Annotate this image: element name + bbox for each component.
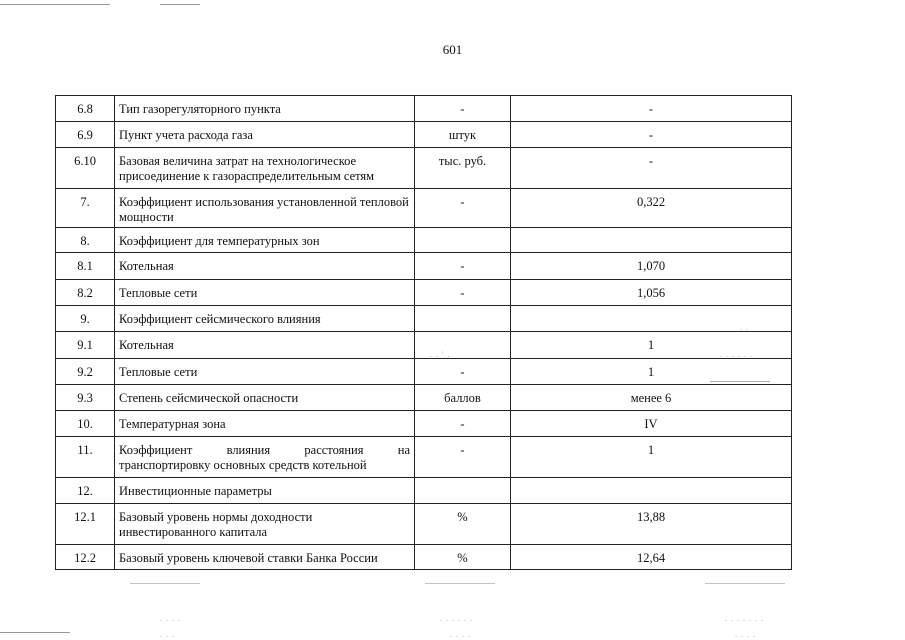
- parameter-name-cell: Температурная зона: [115, 411, 415, 437]
- unit-cell: -: [415, 280, 511, 306]
- scan-artifact: [130, 583, 200, 584]
- value-cell: 13,88: [511, 504, 792, 545]
- unit-cell: -: [415, 253, 511, 280]
- value-cell: IV: [511, 411, 792, 437]
- unit-cell: -: [415, 359, 511, 385]
- table-row: [56, 148, 792, 189]
- scan-artifact: [0, 632, 70, 633]
- table-row: [56, 437, 792, 478]
- parameter-name-cell: Коэффициент для температурных зон: [115, 228, 415, 253]
- value-cell: 1: [511, 437, 792, 478]
- value-cell: 0,322: [511, 189, 792, 228]
- table-row: [56, 504, 792, 545]
- parameter-name-cell: Степень сейсмической опасности: [115, 385, 415, 411]
- scan-artifact: [0, 4, 110, 5]
- unit-cell: -: [415, 96, 511, 122]
- row-number-cell: 6.9: [56, 122, 115, 148]
- row-number-cell: 12.2: [56, 545, 115, 570]
- parameter-name-cell: Коэффициент сейсмического влияния: [115, 306, 415, 332]
- value-cell: -: [511, 122, 792, 148]
- value-cell: 1: [511, 359, 792, 385]
- row-number-cell: 8.: [56, 228, 115, 253]
- unit-cell: %: [415, 545, 511, 570]
- scan-artifact: . . .: [160, 630, 175, 639]
- row-number-cell: 12.1: [56, 504, 115, 545]
- table-row: [56, 478, 792, 504]
- parameter-name-cell: Тип газорегуляторного пункта: [115, 96, 415, 122]
- row-number-cell: 9.3: [56, 385, 115, 411]
- scan-artifact: [425, 583, 495, 584]
- row-number-cell: 12.: [56, 478, 115, 504]
- parameter-name-cell: Тепловые сети: [115, 359, 415, 385]
- table-row: [56, 359, 792, 385]
- row-number-cell: 10.: [56, 411, 115, 437]
- scan-artifact: [705, 583, 785, 584]
- parameter-name-cell: Коэффициент использования установленной тепловой мощности: [115, 189, 415, 228]
- row-number-cell: 9.: [56, 306, 115, 332]
- parameter-name-cell: Базовый уровень нормы доходности инвестированного капитала: [115, 504, 415, 545]
- parameter-name-cell: Котельная: [115, 253, 415, 280]
- scan-artifact: . .: [740, 323, 749, 332]
- value-cell: 1: [511, 332, 792, 359]
- unit-cell: -: [415, 189, 511, 228]
- value-cell: 12,64: [511, 545, 792, 570]
- table-row: [56, 96, 792, 122]
- value-cell: [511, 306, 792, 332]
- table-row: [56, 545, 792, 570]
- unit-cell: -: [415, 411, 511, 437]
- unit-cell: [415, 228, 511, 253]
- scan-artifact: . . . . . .: [440, 614, 473, 623]
- table-row: [56, 411, 792, 437]
- parameter-name-cell: Котельная: [115, 332, 415, 359]
- scan-artifact: . . . .: [160, 614, 181, 623]
- unit-cell: [415, 332, 511, 359]
- parameter-name-cell: Базовая величина затрат на технологическое присоединение к газораспределительным сетям: [115, 148, 415, 189]
- unit-cell: [415, 306, 511, 332]
- value-cell: [511, 478, 792, 504]
- table-row: [56, 122, 792, 148]
- table-row: [56, 228, 792, 253]
- scan-artifact: [710, 381, 770, 382]
- scan-artifact: . . ' .: [430, 350, 451, 359]
- unit-cell: %: [415, 504, 511, 545]
- scan-artifact: . . . . . .: [720, 350, 753, 359]
- unit-cell: [415, 478, 511, 504]
- table-row: [56, 280, 792, 306]
- value-cell: 1,056: [511, 280, 792, 306]
- table-row: [56, 189, 792, 228]
- value-cell: [511, 228, 792, 253]
- parameter-name-cell: Коэффициент влияния расстояния на транспортировку основных средств котельной: [115, 437, 415, 478]
- unit-cell: -: [415, 437, 511, 478]
- row-number-cell: 9.1: [56, 332, 115, 359]
- parameter-name-cell: Инвестиционные параметры: [115, 478, 415, 504]
- value-cell: 1,070: [511, 253, 792, 280]
- scan-artifact: . . . . . . .: [725, 614, 764, 623]
- row-number-cell: 7.: [56, 189, 115, 228]
- parameters-table: [55, 95, 792, 570]
- parameter-name-cell: Базовый уровень ключевой ставки Банка России: [115, 545, 415, 570]
- row-number-cell: 8.1: [56, 253, 115, 280]
- value-cell: менее 6: [511, 385, 792, 411]
- parameter-name-cell: Пункт учета расхода газа: [115, 122, 415, 148]
- row-number-cell: 11.: [56, 437, 115, 478]
- value-cell: -: [511, 148, 792, 189]
- unit-cell: тыс. руб.: [415, 148, 511, 189]
- table-row: [56, 253, 792, 280]
- page-number: 601: [442, 42, 463, 57]
- row-number-cell: 8.2: [56, 280, 115, 306]
- row-number-cell: 6.10: [56, 148, 115, 189]
- unit-cell: штук: [415, 122, 511, 148]
- scan-artifact: . . . .: [450, 630, 471, 639]
- unit-cell: баллов: [415, 385, 511, 411]
- table-row: [56, 385, 792, 411]
- parameter-name-cell: Тепловые сети: [115, 280, 415, 306]
- table-row: [56, 332, 792, 359]
- row-number-cell: 9.2: [56, 359, 115, 385]
- value-cell: -: [511, 96, 792, 122]
- row-number-cell: 6.8: [56, 96, 115, 122]
- table-row: [56, 306, 792, 332]
- scan-artifact: . . . .: [735, 630, 756, 639]
- table-body: [56, 96, 792, 570]
- scan-artifact: [160, 4, 200, 5]
